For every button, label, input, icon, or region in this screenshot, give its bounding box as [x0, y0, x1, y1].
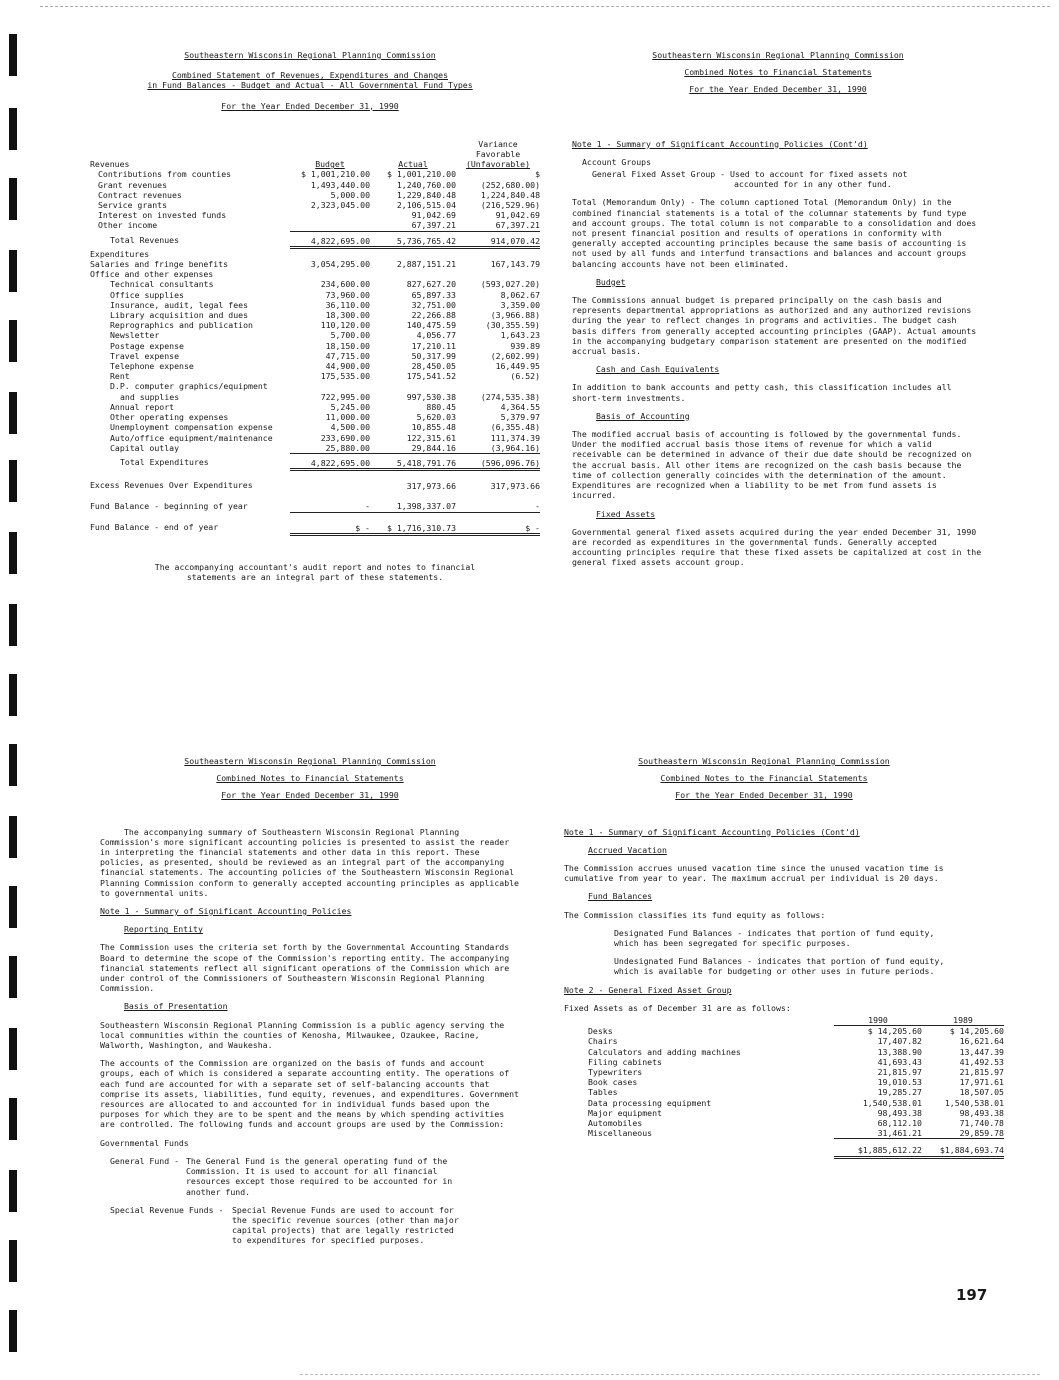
- actual-value: 65,897.33: [411, 289, 456, 300]
- binding-hole: [9, 392, 17, 434]
- budget-value: [290, 210, 370, 220]
- general-fund-label: General Fund -: [110, 1155, 180, 1166]
- page-number: 197: [956, 1286, 988, 1304]
- general-fund-text: The General Fund is the general operating fund of the Commission. It is used to account for all financial resources except those required to be accounted for in another fund.: [186, 1155, 453, 1197]
- budget-text: The Commissions annual budget is prepared principally on the cash basis and represents departmental appropriations as authorized and any authorized revisions during the year to reflect changes in programs and activities. The budget cash basis differs from generally accepted accounting principles (GAAP). Actual amounts in the accompanying budgetary comparison statement are presented on the modified accrual basis.: [572, 295, 977, 357]
- asset-value-1989: 98,493.38: [959, 1107, 1004, 1118]
- statement-title-1: Combined Statement of Revenues, Expenditures and Changes: [171, 70, 449, 81]
- variance-value: 67,397.21: [456, 220, 540, 231]
- actual-value: 2,106,515.04: [396, 200, 456, 211]
- binding-hole: [9, 320, 17, 362]
- notes-period: For the Year Ended December 31, 1990: [221, 790, 399, 801]
- budget-value: 233,690.00: [320, 432, 370, 443]
- row-label: Service grants: [98, 200, 168, 211]
- column-header-row: [90, 149, 540, 159]
- row-label: Insurance, audit, legal fees: [110, 299, 249, 310]
- actual-value: 28,450.05: [411, 361, 456, 372]
- binding-hole: [9, 674, 17, 716]
- variance-value: (596,096.76): [456, 453, 540, 469]
- fixed-asset-row: [564, 1098, 1004, 1108]
- binding-hole: [9, 460, 17, 502]
- expense-row: [90, 341, 540, 351]
- notes-header: [572, 50, 984, 95]
- asset-label: Miscellaneous: [588, 1128, 653, 1139]
- general-fund-item: [100, 1156, 520, 1197]
- row-label: Unemployment compensation expense: [110, 422, 273, 433]
- asset-value-1990: 41,693.43: [877, 1056, 922, 1067]
- designated-text: Designated Fund Balances - indicates that portion of fund equity, which has been segregated for specific purposes.: [614, 927, 935, 949]
- actual-value: 17,210.11: [411, 340, 456, 351]
- scan-edge-bottom: [300, 1374, 1040, 1375]
- fund-balances-text: The Commission classifies its fund equity as follows:: [564, 909, 826, 920]
- gfag-line-1: General Fixed Asset Group - Used to account for fixed assets not: [592, 169, 908, 180]
- fixed-asset-row: [564, 1077, 1004, 1087]
- expense-row: [90, 422, 540, 432]
- undesignated-text: Undesignated Fund Balances - indicates that portion of fund equity, which is available for budgeting or other uses in future periods.: [614, 956, 945, 977]
- fund-balance-end-row: [90, 512, 540, 534]
- actual-value: 140,475.59: [406, 320, 456, 331]
- actual-value: 1,240,760.00: [396, 179, 456, 190]
- fixed-asset-row: [564, 1067, 1004, 1077]
- variance-value: 317,973.66: [490, 481, 540, 492]
- binding-hole: [9, 34, 17, 76]
- budget-value: 5,000.00: [330, 189, 370, 200]
- cash-heading: Cash and Cash Equivalents: [596, 364, 720, 375]
- org-name: Southeastern Wisconsin Regional Planning Commission: [652, 50, 904, 60]
- variance-header-2: Favorable: [475, 149, 521, 160]
- actual-value: 317,973.66: [406, 481, 456, 492]
- row-label: Auto/office equipment/maintenance: [110, 432, 273, 443]
- actual-value: 175,541.52: [406, 371, 456, 382]
- variance-header-3: (Unfavorable): [465, 159, 531, 170]
- budget-value: 11,000.00: [325, 412, 370, 423]
- budget-value: 4,500.00: [330, 422, 370, 433]
- scan-edge-top: [40, 6, 1050, 7]
- budget-value: 25,880.00: [290, 443, 370, 454]
- budget-value: 73,960.00: [325, 289, 370, 300]
- asset-value-1989: 71,740.78: [959, 1118, 1004, 1129]
- binding-hole: [9, 178, 17, 220]
- variance-value: 4,364.55: [500, 401, 540, 412]
- accrued-vacation-text: The Commission accrues unused vacation time since the unused vacation time is cumulative from year to year. The maximum accrual per individual is 20 days.: [564, 863, 944, 884]
- asset-label: Automobiles: [588, 1118, 643, 1129]
- actual-value: 5,736,765.42: [370, 231, 456, 247]
- total-revenues-row: [90, 231, 540, 247]
- basis-text: The modified accrual basis of accounting is followed by the governmental funds. Under the modified accrual basis those items of revenue for which a valid receivable can be determined in advance of their due date should be recognized on the accrual basis. All other items are recognized on the cash basis because the time of collection generally coincides with the determination of the amount. Expenditures are recognized when a liability to be met from fund assets is incurred.: [572, 429, 972, 501]
- total-memorandum-text: Total (Memorandum Only) - The column captioned Total (Memorandum Only) in the combined financial statements is a total of the columnar statements by fund type and account groups. The total column is not comparable to a consolidation and does not present financial position and results of operations in conformity with generally accepted accounting principles because the same basis of accounting is not used by all funds and interfund transactions and balances and account groups balancing accounts have not been eliminated.: [572, 197, 977, 269]
- note-heading: Note 1 - Summary of Significant Accounting Policies (Cont'd): [564, 826, 860, 837]
- expense-row: [90, 412, 540, 422]
- column-header-row: [90, 139, 540, 149]
- fixed-assets-text: Governmental general fixed assets acquired during the year ended December 31, 1990 are recorded as expenditures in the governmental funds. Generally accepted accounting principles require that these fixed assets be capitalized at cost in the general fixed assets account group.: [572, 526, 982, 568]
- notes-header: [100, 756, 520, 801]
- notes-period: For the Year Ended December 31, 1990: [689, 84, 867, 95]
- variance-value: 1,643.23: [500, 330, 540, 341]
- budget-value: -: [290, 491, 370, 512]
- budget-value: 18,150.00: [325, 340, 370, 351]
- org-name: Southeastern Wisconsin Regional Planning Commission: [638, 756, 890, 766]
- actual-header: Actual: [398, 159, 428, 170]
- binding-hole: [9, 1028, 17, 1070]
- section-label: Office and other expenses: [90, 269, 214, 280]
- variance-value: 91,042.69: [495, 210, 540, 221]
- notes-title: Combined Notes to the Financial Statements: [660, 773, 868, 784]
- row-label: Contributions from counties: [98, 169, 232, 180]
- fixed-asset-row: [564, 1087, 1004, 1097]
- variance-value: (274,535.38): [480, 391, 540, 402]
- expense-row: [90, 433, 540, 443]
- asset-label: Chairs: [588, 1036, 618, 1047]
- row-label: Interest on invested funds: [98, 210, 227, 221]
- presentation-heading: Basis of Presentation: [124, 1001, 228, 1012]
- actual-value: $ 1,716,310.73: [370, 512, 456, 534]
- actual-value: 997,530.38: [406, 391, 456, 402]
- asset-value-1989: 21,815.97: [959, 1067, 1004, 1078]
- variance-value: 8,062.67: [500, 289, 540, 300]
- variance-value: 3,359.00: [500, 299, 540, 310]
- section-label: D.P. computer graphics/equipment: [110, 381, 268, 392]
- variance-value: (6,355.48): [490, 422, 540, 433]
- notes-panel-bottom-right: [564, 756, 1004, 1159]
- revenue-expenditure-table: [90, 139, 540, 536]
- actual-value: 880.45: [426, 401, 456, 412]
- actual-value: 1,229,840.48: [396, 189, 456, 200]
- revenue-row: [90, 169, 540, 179]
- reporting-entity-text: The Commission uses the criteria set forth by the Governmental Accounting Standards Board to determine the scope of the Commission's reporting entity. The accompanying financial statements reflect all significant operations of the Commission which are under control of the Commissioners of Southeastern Wisconsin Regional Planning Commission.: [100, 942, 510, 994]
- row-label: Travel expense: [110, 350, 180, 361]
- asset-value-1989: 41,492.53: [959, 1056, 1004, 1067]
- variance-value: 16,449.95: [495, 361, 540, 372]
- fixed-asset-row: [564, 1128, 1004, 1139]
- actual-value: 22,266.88: [411, 310, 456, 321]
- asset-value-1990: 1,540,538.01: [862, 1097, 922, 1108]
- presentation-text: Southeastern Wisconsin Regional Planning Commission is a public agency serving the local communities within the counties of Kenosha, Milwaukee, Ozaukee, Racine, Walworth, Washington, and Waukesha.: [100, 1019, 505, 1051]
- note-heading: Note 1 - Summary of Significant Accounting Policies: [100, 906, 352, 917]
- excess-revenues-row: [90, 470, 540, 492]
- variance-value: 939.89: [510, 340, 540, 351]
- salaries-row: [90, 259, 540, 269]
- account-groups-heading: Account Groups: [582, 156, 652, 167]
- actual-value: 29,844.16: [370, 443, 456, 454]
- binding-hole: [9, 1170, 17, 1212]
- row-label: Excess Revenues Over Expenditures: [90, 479, 253, 490]
- note-heading: Note 1 - Summary of Significant Accounting Policies (Cont'd): [572, 138, 868, 149]
- reporting-entity-heading: Reporting Entity: [124, 924, 203, 935]
- expense-row: [90, 392, 540, 402]
- binding-hole: [9, 532, 17, 574]
- variance-header-1: Variance: [478, 138, 518, 149]
- row-label: Fund Balance - beginning of year: [90, 501, 248, 512]
- accrued-vacation-heading: Accrued Vacation: [588, 844, 667, 855]
- row-label: Other income: [98, 220, 158, 231]
- fixed-assets-heading: Fixed Assets: [596, 508, 656, 519]
- asset-value-1990: 31,461.21: [834, 1128, 922, 1139]
- notes-title: Combined Notes to Financial Statements: [684, 67, 872, 78]
- cash-text: In addition to bank accounts and petty cash, this classification includes all short-term investments.: [572, 382, 952, 403]
- expense-row: [90, 279, 540, 289]
- variance-value: 914,070.42: [456, 231, 540, 247]
- note2-heading: Note 2 - General Fixed Asset Group: [564, 984, 732, 995]
- footnote-line-2: statements are an integral part of these statements.: [186, 571, 444, 582]
- asset-value-1990: $ 14,205.60: [867, 1026, 922, 1037]
- budget-value: 1,493,440.00: [310, 179, 370, 190]
- actual-value: 32,751.00: [411, 299, 456, 310]
- governmental-funds-heading: Governmental Funds: [100, 1137, 189, 1148]
- actual-value: 122,315.61: [406, 432, 456, 443]
- special-revenue-item: [100, 1205, 520, 1246]
- row-label: Telephone expense: [110, 361, 194, 372]
- expense-row: [90, 443, 540, 454]
- budget-value: 4,822,695.00: [290, 231, 370, 247]
- binding-hole: [9, 886, 17, 928]
- expense-row: [90, 290, 540, 300]
- row-label: Reprographics and publication: [110, 320, 253, 331]
- expense-row: [90, 320, 540, 330]
- fund-balance-begin-row: [90, 491, 540, 512]
- actual-value: 5,418,791.76: [370, 453, 456, 469]
- statement-period: For the Year Ended December 31, 1990: [221, 100, 399, 111]
- row-label: Office supplies: [110, 289, 184, 300]
- asset-label: Data processing equipment: [588, 1097, 712, 1108]
- row-label: Other operating expenses: [110, 412, 229, 423]
- year-1990-header: 1990: [834, 1015, 922, 1026]
- variance-value: 5,379.97: [500, 412, 540, 423]
- asset-label: Typewriters: [588, 1067, 643, 1078]
- total-expenditures-row: [90, 453, 540, 469]
- binding-hole: [9, 744, 17, 786]
- budget-value: 18,300.00: [325, 310, 370, 321]
- binding-hole: [9, 1310, 17, 1352]
- office-label-row: [90, 269, 540, 279]
- asset-value-1989: 16,621.64: [959, 1036, 1004, 1047]
- row-label: Library acquisition and dues: [110, 310, 249, 321]
- budget-value: 36,110.00: [325, 299, 370, 310]
- row-label: Total Revenues: [110, 235, 180, 246]
- revenue-row: [90, 220, 540, 231]
- gfag-line-2: accounted for in any other fund.: [734, 179, 892, 190]
- budget-value: [290, 220, 370, 231]
- binding-hole: [9, 604, 17, 646]
- asset-label: Tables: [588, 1087, 618, 1098]
- basis-heading: Basis of Accounting: [596, 410, 690, 421]
- year-1989-header: 1989: [922, 1015, 1004, 1026]
- special-revenue-text: Special Revenue Funds are used to account for the specific revenue sources (other than major capital projects) that are legally restricted to expenditures for specified purposes.: [232, 1204, 459, 1246]
- asset-value-1990: 19,010.53: [877, 1077, 922, 1088]
- revenue-row: [90, 200, 540, 210]
- variance-value: (3,964.16): [456, 443, 540, 454]
- expense-row: [90, 402, 540, 412]
- variance-value: (216,529.96): [480, 200, 540, 211]
- variance-value: (593,027.20): [480, 279, 540, 290]
- total-1989: $1,884,693.74: [922, 1139, 1004, 1157]
- row-label: Newsletter: [110, 330, 160, 341]
- expense-row: [90, 300, 540, 310]
- binding-hole: [9, 1240, 17, 1282]
- variance-value: (2,602.99): [490, 350, 540, 361]
- statement-title-2: in Fund Balances - Budget and Actual - All Governmental Fund Types: [147, 80, 473, 91]
- asset-value-1990: 98,493.38: [877, 1107, 922, 1118]
- fixed-assets-table: [564, 1015, 1004, 1159]
- asset-value-1990: 17,407.82: [877, 1036, 922, 1047]
- fixed-assets-header-row: [564, 1015, 1004, 1026]
- expense-row: [90, 330, 540, 340]
- budget-header: Budget: [315, 159, 345, 170]
- actual-value: 10,855.48: [411, 422, 456, 433]
- fixed-asset-row: [564, 1047, 1004, 1057]
- special-revenue-label: Special Revenue Funds -: [110, 1204, 224, 1215]
- org-name: Southeastern Wisconsin Regional Planning Commission: [184, 50, 436, 60]
- footnote-line-1: The accompanying accountant's audit report and notes to financial: [154, 561, 476, 572]
- row-label: Grant revenues: [98, 179, 168, 190]
- row-label: Postage expense: [110, 340, 184, 351]
- expense-row: [90, 351, 540, 361]
- binding-hole: [9, 956, 17, 998]
- intro-text: The accompanying summary of Southeastern Wisconsin Regional Planning Commission's more significant accounting policies is presented to assist the reader in interpreting the financial statements and other data in this report. These policies, as presented, should be reviewed as an integral part of the accompanying financial statements. The accounting policies of the Southeastern Wisconsin Regional Planning Commission conform to generally accepted accounting principles as applicable to governmental units.: [100, 826, 519, 898]
- fixed-asset-row: [564, 1057, 1004, 1067]
- asset-label: Calculators and adding machines: [588, 1046, 741, 1057]
- variance-value: (3,966.88): [490, 310, 540, 321]
- asset-label: Book cases: [588, 1077, 638, 1088]
- budget-value: $ 1,001,210.00: [300, 169, 370, 180]
- row-label: Salaries and fringe benefits: [90, 259, 229, 270]
- binding-hole: [9, 816, 17, 858]
- revenue-row: [90, 210, 540, 220]
- asset-label: Major equipment: [588, 1107, 662, 1118]
- accounts-text: The accounts of the Commission are organized on the basis of funds and account groups, each of which is considered a separate accounting entity. The operations of each fund are accounted for with a separate set of self-balancing accounts that comprise its assets, liabilities, fund equity, revenues, and expenditures. Government resources are allocated to and accounted for in individual funds based upon the purposes for which they are to be spent and the means by which spending activities are controlled. The following funds and account groups are used by the Commission:: [100, 1058, 519, 1130]
- fixed-asset-row: [564, 1108, 1004, 1118]
- actual-value: 1,398,337.07: [370, 491, 456, 512]
- actual-value: $ 1,001,210.00: [386, 169, 456, 180]
- variance-value: 167,143.79: [490, 259, 540, 270]
- budget-value: 44,900.00: [325, 361, 370, 372]
- revenue-row: [90, 180, 540, 190]
- asset-value-1989: 29,859.78: [922, 1128, 1004, 1139]
- budget-value: 5,245.00: [330, 401, 370, 412]
- row-label: and supplies: [120, 391, 180, 402]
- statement-panel: [90, 50, 550, 582]
- binding-hole: [9, 108, 17, 150]
- actual-value: 5,620.03: [416, 412, 456, 423]
- asset-value-1990: 68,112.10: [877, 1118, 922, 1129]
- dp-label-row: [90, 381, 540, 391]
- row-label: Capital outlay: [110, 442, 180, 453]
- budget-heading: Budget: [596, 276, 626, 287]
- row-label: Contract revenues: [98, 189, 182, 200]
- actual-value: 67,397.21: [370, 220, 456, 231]
- variance-value: 1,224,840.48: [480, 189, 540, 200]
- notes-panel-top-right: [572, 50, 984, 576]
- actual-value: 4,056.77: [416, 330, 456, 341]
- asset-value-1990: 19,285.27: [877, 1087, 922, 1098]
- actual-value: 2,887,151.21: [396, 259, 456, 270]
- budget-value: 234,600.00: [320, 279, 370, 290]
- fixed-asset-row: [564, 1026, 1004, 1037]
- fixed-assets-intro: Fixed Assets as of December 31 are as follows:: [564, 1002, 791, 1013]
- budget-value: 4,822,695.00: [290, 453, 370, 469]
- expense-row: [90, 310, 540, 320]
- asset-value-1990: 13,388.90: [877, 1046, 922, 1057]
- expense-row: [90, 361, 540, 371]
- row-label: Technical consultants: [110, 279, 214, 290]
- asset-value-1989: 1,540,538.01: [944, 1097, 1004, 1108]
- column-header-row: [90, 159, 540, 169]
- asset-value-1990: 21,815.97: [877, 1067, 922, 1078]
- budget-value: 2,323,045.00: [310, 200, 370, 211]
- asset-value-1989: 17,971.61: [959, 1077, 1004, 1088]
- fixed-asset-row: [564, 1118, 1004, 1128]
- variance-value: (6.52): [510, 371, 540, 382]
- budget-value: $ -: [290, 512, 370, 534]
- variance-value: $ -: [456, 512, 540, 534]
- variance-value: (252,680.00): [480, 179, 540, 190]
- actual-value: 91,042.69: [411, 210, 456, 221]
- variance-value: (30,355.59): [485, 320, 540, 331]
- revenues-label: Revenues: [90, 159, 130, 170]
- notes-period: For the Year Ended December 31, 1990: [675, 790, 853, 801]
- asset-value-1989: $ 14,205.60: [949, 1026, 1004, 1037]
- revenue-row: [90, 190, 540, 200]
- actual-value: 50,317.99: [411, 350, 456, 361]
- variance-value: 111,374.39: [490, 432, 540, 443]
- notes-title: Combined Notes to Financial Statements: [216, 773, 404, 784]
- budget-value: 5,700.00: [330, 330, 370, 341]
- fixed-assets-total-row: [564, 1139, 1004, 1157]
- expenditures-label-row: [90, 247, 540, 259]
- row-label: Total Expenditures: [120, 457, 209, 468]
- budget-value: 175,535.00: [320, 371, 370, 382]
- actual-value: 827,627.20: [406, 279, 456, 290]
- section-label: Expenditures: [90, 248, 150, 259]
- asset-value-1989: 18,507.05: [959, 1087, 1004, 1098]
- expense-row: [90, 371, 540, 381]
- asset-label: Filing cabinets: [588, 1056, 662, 1067]
- budget-value: 110,120.00: [320, 320, 370, 331]
- notes-panel-bottom-left: [100, 756, 520, 1246]
- variance-value: $: [535, 169, 540, 180]
- binding-hole: [9, 250, 17, 292]
- org-name: Southeastern Wisconsin Regional Planning Commission: [184, 756, 436, 766]
- statement-header: [90, 50, 530, 111]
- notes-header: [564, 756, 964, 801]
- total-1990: $1,885,612.22: [834, 1139, 922, 1157]
- asset-label: Desks: [588, 1025, 613, 1036]
- budget-value: [290, 470, 370, 492]
- row-label: Rent: [110, 371, 130, 382]
- row-label: Annual report: [110, 401, 175, 412]
- statement-footnote: [90, 562, 540, 582]
- row-label: Fund Balance - end of year: [90, 522, 219, 533]
- binding-hole: [9, 1098, 17, 1140]
- fund-balances-heading: Fund Balances: [588, 891, 653, 902]
- fixed-asset-row: [564, 1036, 1004, 1046]
- asset-value-1989: 13,447.39: [959, 1046, 1004, 1057]
- budget-value: 47,715.00: [325, 350, 370, 361]
- budget-value: 3,054,295.00: [310, 259, 370, 270]
- budget-value: 722,995.00: [320, 391, 370, 402]
- variance-value: -: [456, 491, 540, 512]
